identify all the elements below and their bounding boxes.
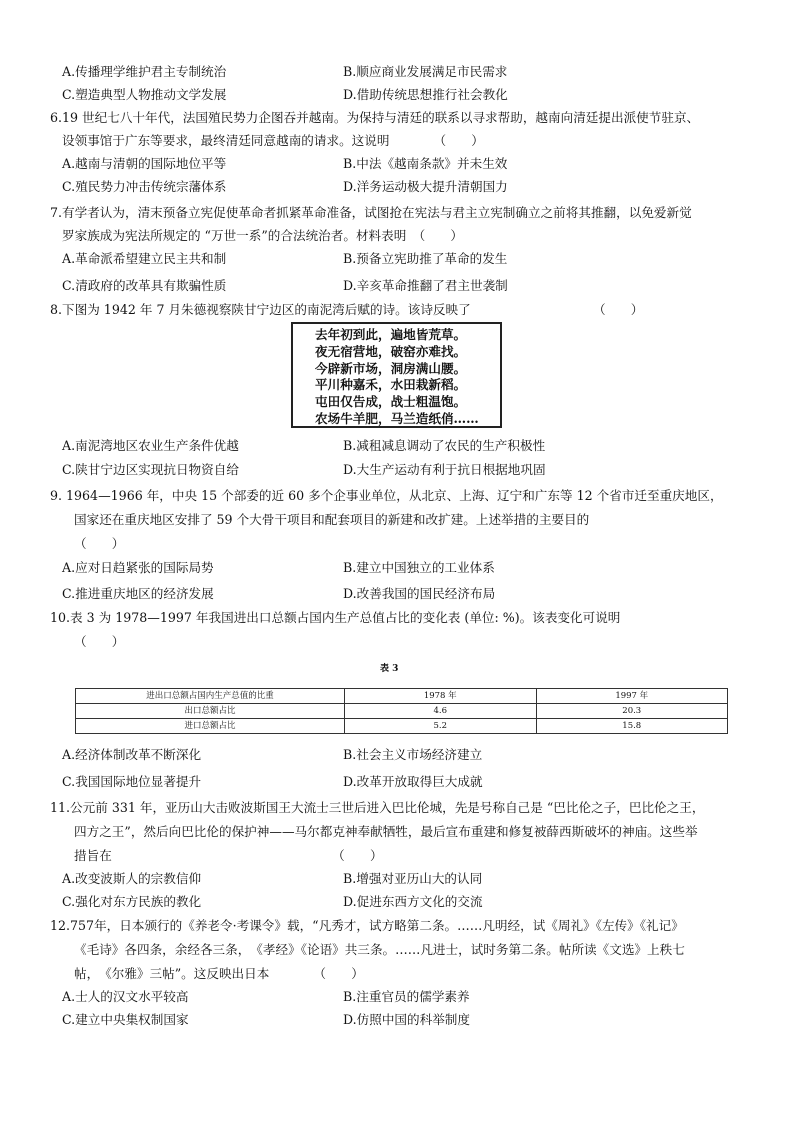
- q12-stem-line-1: 12.757年，日本颁行的《养老令·考课令》载，“凡秀才，试方略第二条。……凡明经，试《周礼》《左传》《礼记》: [50, 918, 684, 933]
- q11-option-a: A.改变波斯人的宗教信仰: [62, 871, 202, 886]
- q6-option-d: D.洋务运动极大提升清朝国力: [343, 179, 508, 194]
- q10-option-c: C.我国国际地位显著提升: [62, 774, 202, 789]
- q8-option-a: A.南泥湾地区农业生产条件优越: [62, 438, 239, 453]
- table-caption: 表 3: [380, 664, 399, 674]
- table-cell: 20.3: [536, 704, 728, 719]
- q7-option-d: D.辛亥革命推翻了君主世袭制: [343, 278, 508, 293]
- q9-option-b: B.建立中国独立的工业体系: [343, 560, 495, 575]
- q7-option-c: C.清政府的改革具有欺骗性质: [62, 278, 227, 293]
- q11-option-c: C.强化对东方民族的教化: [62, 894, 202, 909]
- q9-stem-line-2: 国家还在重庆地区安排了 59 个大骨干项目和配套项目的新建和改扩建。上述举措的主要目的: [74, 512, 590, 527]
- q6-option-a: A.越南与清朝的国际地位平等: [62, 156, 227, 171]
- q7-option-b: B.预备立宪助推了革命的发生: [343, 251, 508, 266]
- q10-stem-line-2: （ ）: [74, 634, 125, 649]
- q9-stem-line-1: 9. 1964—1966 年，中央 15 个部委的近 60 多个企事业单位，从北京、上海、辽宁和广东等 12 个省市迁至重庆地区，: [50, 488, 723, 503]
- q12-option-c: C.建立中央集权制国家: [62, 1012, 189, 1027]
- q12-option-b: B.注重官员的儒学素养: [343, 989, 470, 1004]
- poem-line: 农场牛羊肥，马兰造纸俏……: [315, 410, 479, 426]
- poem-line: 去年初到此，遍地皆荒草。: [315, 327, 467, 342]
- trade-ratio-table: [75, 688, 728, 734]
- q10-option-b: B.社会主义市场经济建立: [343, 747, 483, 762]
- q10-option-a: A.经济体制改革不断深化: [62, 747, 202, 762]
- q11-stem-line-3: 措旨在 （ ）: [74, 848, 383, 863]
- q6-stem-line-2: 设领事馆于广东等要求，最终清廷同意越南的请求。这说明 （ ）: [62, 133, 484, 148]
- q12-stem-line-3: 帖， 《尔雅》三帖”。这反映出日本 （ ）: [74, 966, 364, 981]
- q12-stem-line-2: 《毛诗》各四条，余经各三条， 《孝经》《论语》共三条。……凡进士，试时务第二条。帖所读《文选》上秩七: [74, 942, 685, 957]
- table-row: [76, 719, 728, 734]
- q9-option-a: A.应对日趋紧张的国际局势: [62, 560, 214, 575]
- q11-option-d: D.促进东西方文化的交流: [343, 894, 483, 909]
- q8-option-d: D.大生产运动有利于抗日根据地巩固: [343, 462, 546, 477]
- poem-line: 夜无宿营地，破窑亦难找。: [315, 343, 467, 359]
- q8-stem: 8.下图为 1942 年 7 月朱德视察陕甘宁边区的南泥湾后赋的诗。该诗反映了: [50, 302, 471, 317]
- q6-stem-line-1: 6.19 世纪七八十年代，法国殖民势力企图吞并越南。为保持与清廷的联系以寻求帮助，越南向清廷提出派使节驻京、: [50, 110, 700, 125]
- q8-answer-paren: （ ）: [593, 302, 644, 317]
- poem-box: [291, 322, 502, 428]
- q11-stem-line-1: 11.公元前 331 年，亚历山大击败波斯国王大流士三世后进入巴比伦城，先是号称自己是 “巴比伦之子，巴比伦之王，: [50, 800, 705, 815]
- q8-option-b: B.减租减息调动了农民的生产积极性: [343, 438, 546, 453]
- poem-line: 屯田仅告成，战士粗温饱。: [315, 394, 467, 410]
- q9-stem-line-3: （ ）: [74, 536, 125, 551]
- q6-option-c: C.殖民势力冲击传统宗藩体系: [62, 179, 227, 194]
- table-header-cell: 1978 年: [345, 689, 537, 704]
- poem-line: 今辟新市场，洞房满山腰。: [315, 360, 467, 376]
- q12-option-a: A.士人的汉文水平较高: [62, 989, 189, 1004]
- table-cell: 进口总额占比: [76, 719, 345, 734]
- q7-stem-line-1: 7.有学者认为，清末预备立宪促使革命者抓紧革命准备，试图抢在宪法与君主立宪制确立之前将其推翻，以免爱新觉: [50, 205, 692, 220]
- q12-option-d: D.仿照中国的科举制度: [343, 1012, 470, 1027]
- q6-option-b: B.中法《越南条款》并未生效: [343, 156, 508, 171]
- table-header-cell: 1997 年: [536, 689, 728, 704]
- table-cell: 5.2: [345, 719, 537, 734]
- q5-option-c: C.塑造典型人物推动文学发展: [62, 87, 227, 102]
- q10-option-d: D.改革开放取得巨大成就: [343, 774, 483, 789]
- q10-stem-line-1: 10.表 3 为 1978—1997 年我国进出口总额占国内生产总值占比的变化表 (单位: %)。该表变化可说明: [50, 610, 621, 625]
- q8-option-c: C.陕甘宁边区实现抗日物资自给: [62, 462, 239, 477]
- q9-option-d: D.改善我国的国民经济布局: [343, 586, 496, 601]
- table-row: [76, 704, 728, 719]
- q5-option-d: D.借助传统思想推行社会教化: [343, 87, 508, 102]
- table-cell: 出口总额占比: [76, 704, 345, 719]
- poem-line: 平川种嘉禾，水田栽新稻。: [315, 377, 467, 393]
- q9-option-c: C.推进重庆地区的经济发展: [62, 586, 214, 601]
- table-header-row: [76, 689, 728, 704]
- table-cell: 4.6: [345, 704, 537, 719]
- q7-option-a: A.革命派希望建立民主共和制: [62, 251, 227, 266]
- table-header-cell: 进出口总额占国内生产总值的比重: [76, 689, 345, 704]
- table-cell: 15.8: [536, 719, 728, 734]
- q5-option-b: B.顺应商业发展满足市民需求: [343, 64, 508, 79]
- q7-stem-line-2: 罗家族成为宪法所规定的 “万世一系”的合法统治者。材料表明 （ ）: [62, 228, 463, 243]
- q11-option-b: B.增强对亚历山大的认同: [343, 871, 483, 886]
- q11-stem-line-2: 四方之王”，然后向巴比伦的保护神——马尔都克神奉献牺牲，最后宣布重建和修复被薛西斯破坏的神庙。这些举: [74, 824, 698, 839]
- q5-option-a: A.传播理学维护君主专制统治: [62, 64, 227, 79]
